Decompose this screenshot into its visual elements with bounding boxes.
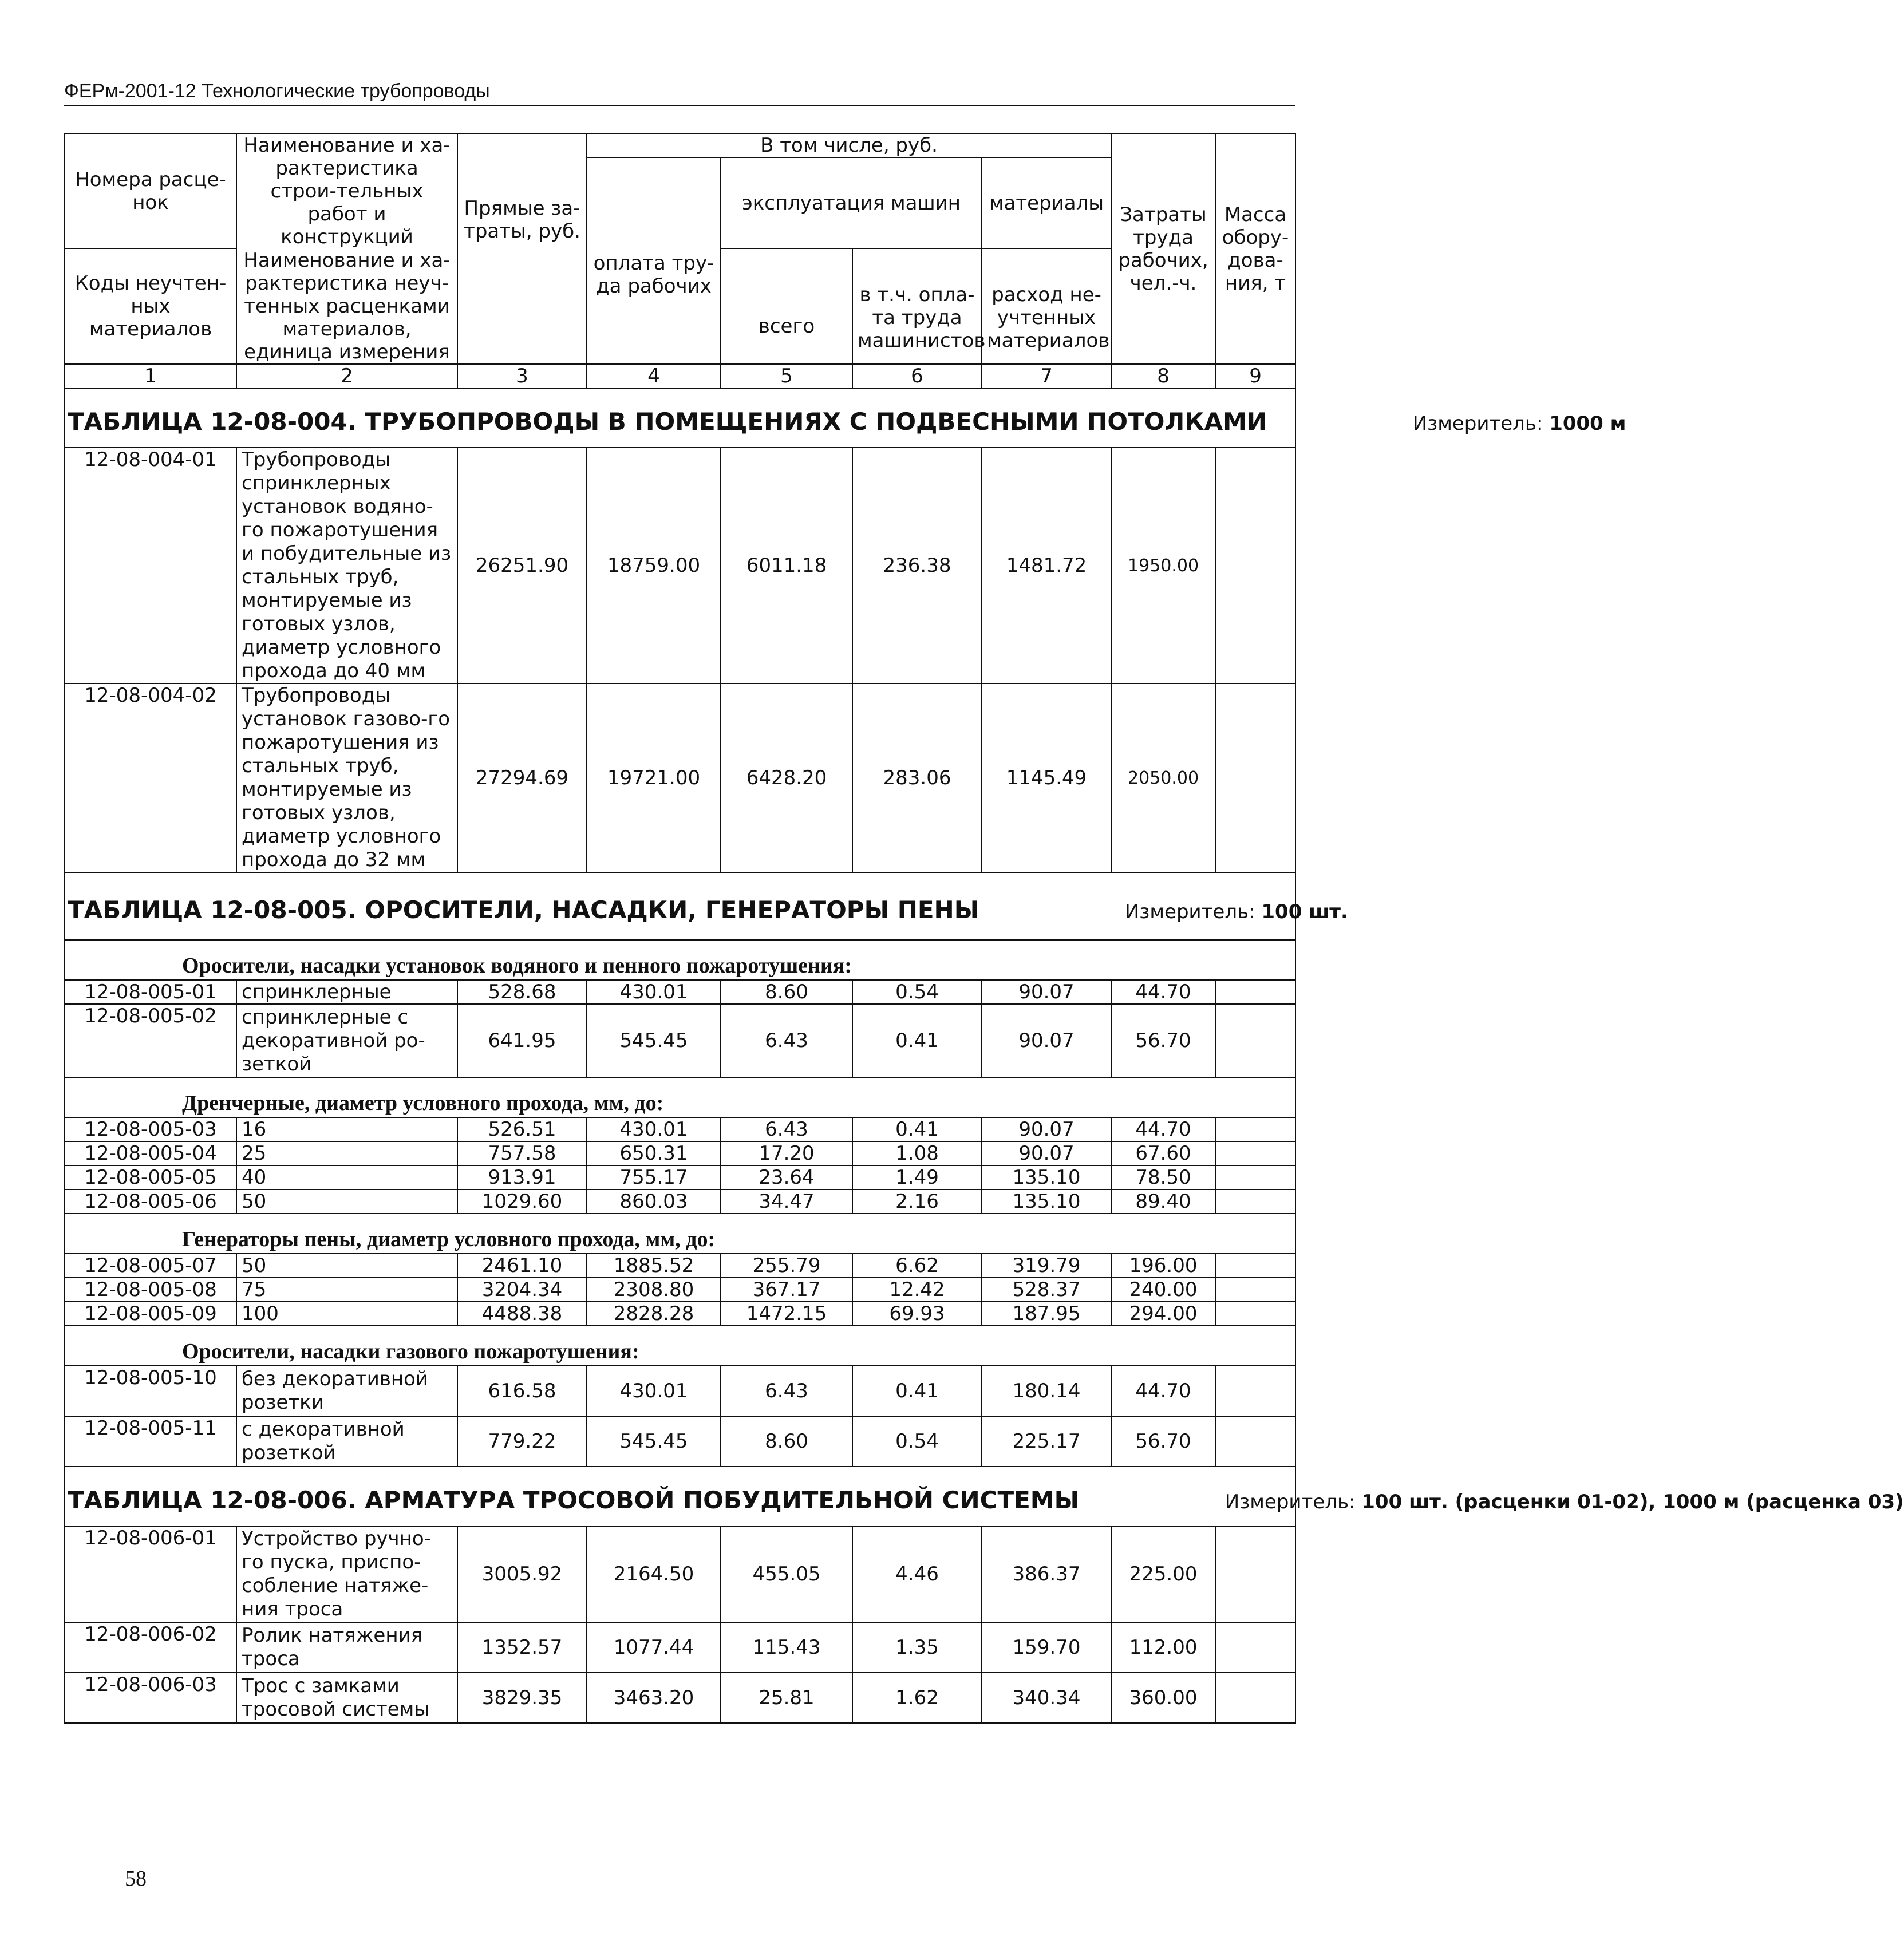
rate-code: 12-08-005-01 bbox=[65, 980, 236, 1004]
machines-total: 34.47 bbox=[721, 1190, 852, 1214]
table-row bbox=[65, 1165, 1295, 1190]
col2-bottom-header: Наименование и ха-рактеристика неуч-тенных расценками материалов, единица измерения bbox=[236, 248, 457, 364]
materials-cost: 386.37 bbox=[982, 1526, 1111, 1622]
table-row bbox=[65, 1416, 1295, 1467]
group-title-row bbox=[65, 1214, 1295, 1254]
machinists-pay: 236.38 bbox=[852, 448, 982, 683]
col4-header: оплата тру-да рабочих bbox=[587, 157, 721, 364]
section-title: ТАБЛИЦА 12-08-006. АРМАТУРА ТРОСОВОЙ ПОБУДИТЕЛЬНОЙ СИСТЕМЫ bbox=[68, 1485, 1080, 1514]
rate-code: 12-08-005-05 bbox=[65, 1165, 236, 1190]
machinists-pay: 2.16 bbox=[852, 1190, 982, 1214]
machines-total: 8.60 bbox=[721, 1416, 852, 1467]
rate-code: 12-08-006-02 bbox=[65, 1622, 236, 1673]
labor-pay: 2164.50 bbox=[587, 1526, 721, 1622]
column-number: 3 bbox=[457, 364, 587, 388]
work-name: Трубопроводы установок газово-го пожаротушения из стальных труб, монтируемые из готовых узлов, диаметр условного прохода до 32 мм bbox=[236, 683, 457, 872]
col5-header: всего bbox=[721, 248, 852, 364]
equipment-mass bbox=[1215, 448, 1295, 683]
machines-total: 6.43 bbox=[721, 1117, 852, 1141]
group-title: Генераторы пены, диаметр условного прохода, мм, до: bbox=[65, 1214, 1295, 1254]
column-number: 6 bbox=[852, 364, 982, 388]
machinists-pay: 0.54 bbox=[852, 1416, 982, 1467]
machines-total: 255.79 bbox=[721, 1254, 852, 1278]
labor-hours: 56.70 bbox=[1111, 1416, 1215, 1467]
table-row bbox=[65, 1302, 1295, 1326]
labor-hours: 78.50 bbox=[1111, 1165, 1215, 1190]
machinists-pay: 0.41 bbox=[852, 1004, 982, 1077]
machinists-pay: 69.93 bbox=[852, 1302, 982, 1326]
materials-cost: 135.10 bbox=[982, 1190, 1111, 1214]
direct-costs: 1029.60 bbox=[457, 1190, 587, 1214]
machinists-pay: 12.42 bbox=[852, 1278, 982, 1302]
col7-header: расход не-учтенных материалов bbox=[982, 248, 1111, 364]
equipment-mass bbox=[1215, 1165, 1295, 1190]
equipment-mass bbox=[1215, 1117, 1295, 1141]
machines-total: 367.17 bbox=[721, 1278, 852, 1302]
machinists-pay: 0.41 bbox=[852, 1366, 982, 1416]
table-row bbox=[65, 980, 1295, 1004]
labor-hours: 225.00 bbox=[1111, 1526, 1215, 1622]
materials-cost: 528.37 bbox=[982, 1278, 1111, 1302]
machinists-pay: 0.41 bbox=[852, 1117, 982, 1141]
labor-hours: 112.00 bbox=[1111, 1622, 1215, 1673]
section-title-row bbox=[65, 872, 1295, 940]
materials-cost: 90.07 bbox=[982, 980, 1111, 1004]
materials-cost: 340.34 bbox=[982, 1673, 1111, 1723]
materials-cost: 159.70 bbox=[982, 1622, 1111, 1673]
machinists-pay: 1.08 bbox=[852, 1141, 982, 1165]
machinists-pay: 0.54 bbox=[852, 980, 982, 1004]
rate-code: 12-08-006-01 bbox=[65, 1526, 236, 1622]
work-name: Ролик натяжения троса bbox=[236, 1622, 457, 1673]
equipment-mass bbox=[1215, 1416, 1295, 1467]
column-number: 7 bbox=[982, 364, 1111, 388]
work-name: 25 bbox=[236, 1141, 457, 1165]
column-number: 8 bbox=[1111, 364, 1215, 388]
work-name: Устройство ручно-го пуска, приспо-собление натяже-ния троса bbox=[236, 1526, 457, 1622]
work-name: 75 bbox=[236, 1278, 457, 1302]
equipment-mass bbox=[1215, 1366, 1295, 1416]
materials-cost: 225.17 bbox=[982, 1416, 1111, 1467]
col2-top-header: Наименование и ха-рактеристика строи-тельных работ и конструкций bbox=[236, 133, 457, 248]
table-row bbox=[65, 1278, 1295, 1302]
work-name: Трубопроводы спринклерных установок водяно-го пожаротушения и побудительные из стальных труб, монтируемые из готовых узлов, диаметр условного прохода до 40 мм bbox=[236, 448, 457, 683]
column-number: 4 bbox=[587, 364, 721, 388]
table-row bbox=[65, 1117, 1295, 1141]
machinists-pay: 6.62 bbox=[852, 1254, 982, 1278]
direct-costs: 757.58 bbox=[457, 1141, 587, 1165]
col1-bottom-header: Коды неучтен-ных материалов bbox=[65, 248, 236, 364]
materials-cost: 319.79 bbox=[982, 1254, 1111, 1278]
materials-cost: 187.95 bbox=[982, 1302, 1111, 1326]
equipment-mass bbox=[1215, 1254, 1295, 1278]
group-header: В том числе, руб. bbox=[587, 133, 1111, 157]
table-row bbox=[65, 1622, 1295, 1673]
equipment-mass bbox=[1215, 1302, 1295, 1326]
work-name: 16 bbox=[236, 1117, 457, 1141]
direct-costs: 526.51 bbox=[457, 1117, 587, 1141]
machinists-pay: 283.06 bbox=[852, 683, 982, 872]
machines-total: 6011.18 bbox=[721, 448, 852, 683]
machines-total: 115.43 bbox=[721, 1622, 852, 1673]
section-title-row bbox=[65, 1467, 1295, 1526]
rate-code: 12-08-006-03 bbox=[65, 1673, 236, 1723]
labor-hours: 1950.00 bbox=[1111, 448, 1215, 683]
table-row bbox=[65, 1004, 1295, 1077]
labor-pay: 430.01 bbox=[587, 980, 721, 1004]
col1-top-header: Номера расце-нок bbox=[65, 133, 236, 248]
labor-pay: 1885.52 bbox=[587, 1254, 721, 1278]
equipment-mass bbox=[1215, 683, 1295, 872]
direct-costs: 913.91 bbox=[457, 1165, 587, 1190]
labor-hours: 67.60 bbox=[1111, 1141, 1215, 1165]
labor-hours: 196.00 bbox=[1111, 1254, 1215, 1278]
machines-total: 1472.15 bbox=[721, 1302, 852, 1326]
direct-costs: 528.68 bbox=[457, 980, 587, 1004]
machines-header: эксплуатация машин bbox=[721, 157, 982, 248]
direct-costs: 3204.34 bbox=[457, 1278, 587, 1302]
machines-total: 17.20 bbox=[721, 1141, 852, 1165]
section-title: ТАБЛИЦА 12-08-004. ТРУБОПРОВОДЫ В ПОМЕЩЕНИЯХ С ПОДВЕСНЫМИ ПОТОЛКАМИ bbox=[68, 407, 1267, 436]
group-title-row bbox=[65, 940, 1295, 980]
measure-unit: Измеритель: 100 шт. bbox=[1124, 900, 1348, 923]
table-row bbox=[65, 448, 1295, 683]
equipment-mass bbox=[1215, 1673, 1295, 1723]
page-header: ФЕРм-2001-12 Технологические трубопроводы bbox=[64, 80, 1295, 106]
equipment-mass bbox=[1215, 1278, 1295, 1302]
work-name: Трос с замками тросовой системы bbox=[236, 1673, 457, 1723]
work-name: 40 bbox=[236, 1165, 457, 1190]
rate-code: 12-08-005-07 bbox=[65, 1254, 236, 1278]
column-number: 2 bbox=[236, 364, 457, 388]
rate-code: 12-08-004-02 bbox=[65, 683, 236, 872]
table-row bbox=[65, 1366, 1295, 1416]
labor-pay: 430.01 bbox=[587, 1117, 721, 1141]
labor-pay: 1077.44 bbox=[587, 1622, 721, 1673]
rate-code: 12-08-005-11 bbox=[65, 1416, 236, 1467]
labor-pay: 3463.20 bbox=[587, 1673, 721, 1723]
column-number: 5 bbox=[721, 364, 852, 388]
direct-costs: 616.58 bbox=[457, 1366, 587, 1416]
col3-header: Прямые за-траты, руб. bbox=[457, 133, 587, 364]
equipment-mass bbox=[1215, 1190, 1295, 1214]
machines-total: 6428.20 bbox=[721, 683, 852, 872]
table-header-row bbox=[65, 133, 1295, 157]
group-title-row bbox=[65, 1077, 1295, 1117]
machinists-pay: 1.62 bbox=[852, 1673, 982, 1723]
labor-hours: 44.70 bbox=[1111, 1117, 1215, 1141]
equipment-mass bbox=[1215, 1622, 1295, 1673]
col9-header: Масса обору-дова-ния, т bbox=[1215, 133, 1295, 364]
direct-costs: 4488.38 bbox=[457, 1302, 587, 1326]
equipment-mass bbox=[1215, 980, 1295, 1004]
direct-costs: 641.95 bbox=[457, 1004, 587, 1077]
price-table bbox=[64, 133, 1904, 1724]
rate-code: 12-08-005-04 bbox=[65, 1141, 236, 1165]
measure-unit: Измеритель: 1000 м bbox=[1412, 412, 1626, 435]
rate-code: 12-08-005-08 bbox=[65, 1278, 236, 1302]
labor-hours: 89.40 bbox=[1111, 1190, 1215, 1214]
work-name: спринклерные с декоративной ро-зеткой bbox=[236, 1004, 457, 1077]
column-number: 1 bbox=[65, 364, 236, 388]
group-title: Дренчерные, диаметр условного прохода, мм, до: bbox=[65, 1077, 1295, 1117]
col8-header: Затраты труда рабочих, чел.-ч. bbox=[1111, 133, 1215, 364]
labor-pay: 755.17 bbox=[587, 1165, 721, 1190]
materials-header: материалы bbox=[982, 157, 1111, 248]
table-row bbox=[65, 1526, 1295, 1622]
equipment-mass bbox=[1215, 1004, 1295, 1077]
machinists-pay: 1.49 bbox=[852, 1165, 982, 1190]
col6-header: в т.ч. опла-та труда машинистов bbox=[852, 248, 982, 364]
direct-costs: 26251.90 bbox=[457, 448, 587, 683]
materials-cost: 1481.72 bbox=[982, 448, 1111, 683]
table-row bbox=[65, 1254, 1295, 1278]
work-name: с декоративной розеткой bbox=[236, 1416, 457, 1467]
rate-code: 12-08-005-06 bbox=[65, 1190, 236, 1214]
group-title: Оросители, насадки установок водяного и пенного пожаротушения: bbox=[65, 940, 1295, 980]
labor-hours: 360.00 bbox=[1111, 1673, 1215, 1723]
labor-hours: 240.00 bbox=[1111, 1278, 1215, 1302]
page-number: 58 bbox=[125, 1867, 147, 1891]
table-row bbox=[65, 1141, 1295, 1165]
machines-total: 23.64 bbox=[721, 1165, 852, 1190]
labor-hours: 2050.00 bbox=[1111, 683, 1215, 872]
direct-costs: 779.22 bbox=[457, 1416, 587, 1467]
table-row bbox=[65, 1673, 1295, 1723]
materials-cost: 90.07 bbox=[982, 1117, 1111, 1141]
materials-cost: 90.07 bbox=[982, 1141, 1111, 1165]
group-title-row bbox=[65, 1326, 1295, 1366]
work-name: без декоративной розетки bbox=[236, 1366, 457, 1416]
measure-unit: Измеритель: 100 шт. (расценки 01-02), 1000 м (расценка 03) bbox=[1224, 1490, 1904, 1514]
work-name: 50 bbox=[236, 1254, 457, 1278]
section-title: ТАБЛИЦА 12-08-005. ОРОСИТЕЛИ, НАСАДКИ, ГЕНЕРАТОРЫ ПЕНЫ bbox=[68, 895, 979, 924]
materials-cost: 90.07 bbox=[982, 1004, 1111, 1077]
materials-cost: 135.10 bbox=[982, 1165, 1111, 1190]
machines-total: 8.60 bbox=[721, 980, 852, 1004]
machines-total: 25.81 bbox=[721, 1673, 852, 1723]
work-name: 50 bbox=[236, 1190, 457, 1214]
materials-cost: 1145.49 bbox=[982, 683, 1111, 872]
direct-costs: 2461.10 bbox=[457, 1254, 587, 1278]
rate-code: 12-08-005-09 bbox=[65, 1302, 236, 1326]
labor-hours: 44.70 bbox=[1111, 1366, 1215, 1416]
rate-code: 12-08-004-01 bbox=[65, 448, 236, 683]
direct-costs: 27294.69 bbox=[457, 683, 587, 872]
labor-pay: 2308.80 bbox=[587, 1278, 721, 1302]
machinists-pay: 1.35 bbox=[852, 1622, 982, 1673]
equipment-mass bbox=[1215, 1526, 1295, 1622]
work-name: спринклерные bbox=[236, 980, 457, 1004]
machinists-pay: 4.46 bbox=[852, 1526, 982, 1622]
labor-pay: 2828.28 bbox=[587, 1302, 721, 1326]
equipment-mass bbox=[1215, 1141, 1295, 1165]
direct-costs: 1352.57 bbox=[457, 1622, 587, 1673]
table-row bbox=[65, 1190, 1295, 1214]
labor-pay: 18759.00 bbox=[587, 448, 721, 683]
machines-total: 455.05 bbox=[721, 1526, 852, 1622]
table-row bbox=[65, 683, 1295, 872]
labor-pay: 545.45 bbox=[587, 1004, 721, 1077]
direct-costs: 3005.92 bbox=[457, 1526, 587, 1622]
labor-pay: 545.45 bbox=[587, 1416, 721, 1467]
direct-costs: 3829.35 bbox=[457, 1673, 587, 1723]
labor-pay: 430.01 bbox=[587, 1366, 721, 1416]
labor-hours: 294.00 bbox=[1111, 1302, 1215, 1326]
labor-hours: 56.70 bbox=[1111, 1004, 1215, 1077]
column-number: 9 bbox=[1215, 364, 1295, 388]
column-numbers-row bbox=[65, 364, 1295, 388]
labor-pay: 19721.00 bbox=[587, 683, 721, 872]
group-title: Оросители, насадки газового пожаротушения: bbox=[65, 1326, 1295, 1366]
labor-hours: 44.70 bbox=[1111, 980, 1215, 1004]
section-title-row bbox=[65, 388, 1295, 448]
machines-total: 6.43 bbox=[721, 1366, 852, 1416]
labor-pay: 860.03 bbox=[587, 1190, 721, 1214]
machines-total: 6.43 bbox=[721, 1004, 852, 1077]
labor-pay: 650.31 bbox=[587, 1141, 721, 1165]
rate-code: 12-08-005-02 bbox=[65, 1004, 236, 1077]
rate-code: 12-08-005-03 bbox=[65, 1117, 236, 1141]
materials-cost: 180.14 bbox=[982, 1366, 1111, 1416]
work-name: 100 bbox=[236, 1302, 457, 1326]
rate-code: 12-08-005-10 bbox=[65, 1366, 236, 1416]
